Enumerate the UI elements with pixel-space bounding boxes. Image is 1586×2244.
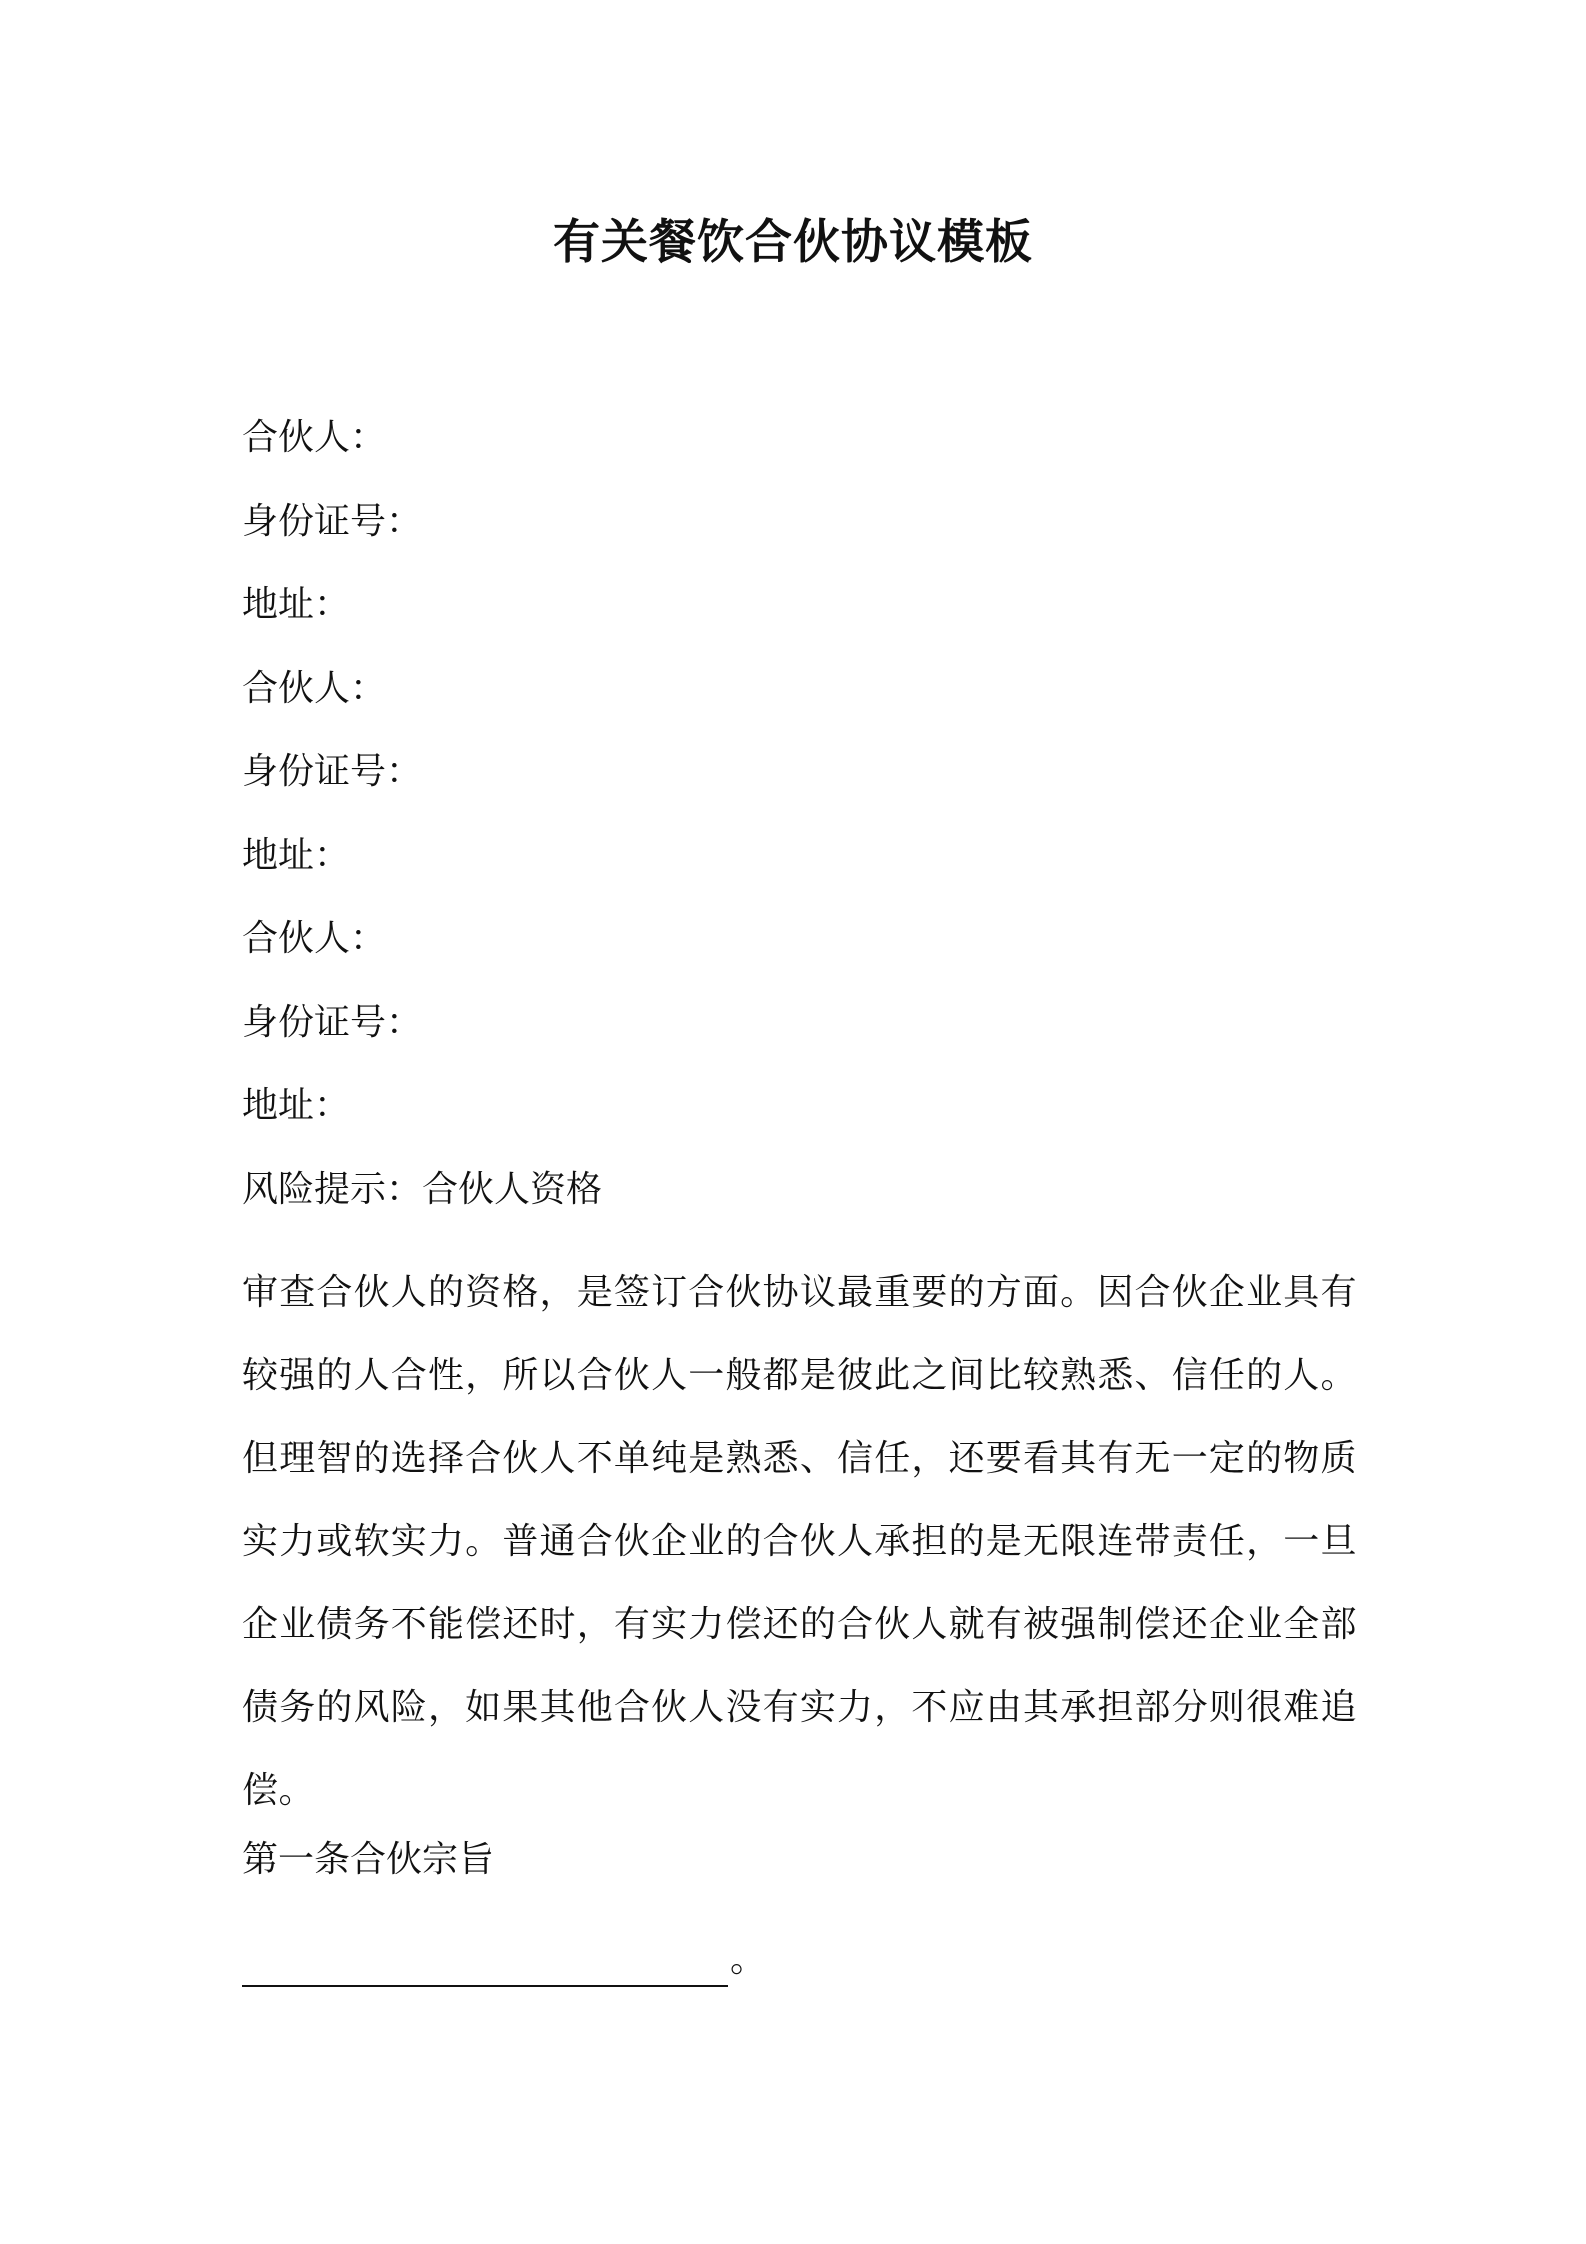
party-1-id-label: 身份证号： bbox=[242, 501, 423, 542]
document-title: 有关餐饮合伙协议模板 bbox=[553, 215, 1033, 270]
party-1-partner-label: 合伙人： bbox=[242, 417, 387, 458]
party-3-address-label: 地址： bbox=[242, 1085, 351, 1126]
party-2-id-label: 身份证号： bbox=[242, 751, 423, 792]
article-1-blank-line bbox=[242, 1935, 766, 1987]
risk-paragraph: 审查合伙人的资格，是签订合伙协议最重要的方面。因合伙企业具有较强的人合性，所以合伙人一般都是彼此之间比较熟悉、信任的人。但理智的选择合伙人不单纯是熟悉、信任，还要看其有无一定的物质实力或软实力。普通合伙企业的合伙人承担的是无限连带责任，一旦企业债务不能偿还时，有实力偿还的合伙人就有被强制偿还企业全部债务的风险，如果其他合伙人没有实力，不应由其承担部分则很难追偿。 bbox=[242, 1272, 1357, 1811]
party-2-address-label: 地址： bbox=[242, 835, 351, 876]
party-3-id-label: 身份证号： bbox=[242, 1002, 423, 1043]
article-1-end-mark: 。 bbox=[730, 1939, 767, 1980]
fill-in-underline bbox=[242, 1935, 728, 1987]
party-3-partner-label: 合伙人： bbox=[242, 918, 387, 959]
party-2-partner-label: 合伙人： bbox=[242, 668, 387, 709]
party-1-address-label: 地址： bbox=[242, 584, 351, 625]
risk-heading: 风险提示：合伙人资格 bbox=[242, 1169, 603, 1210]
article-1-heading: 第一条合伙宗旨 bbox=[242, 1839, 495, 1880]
